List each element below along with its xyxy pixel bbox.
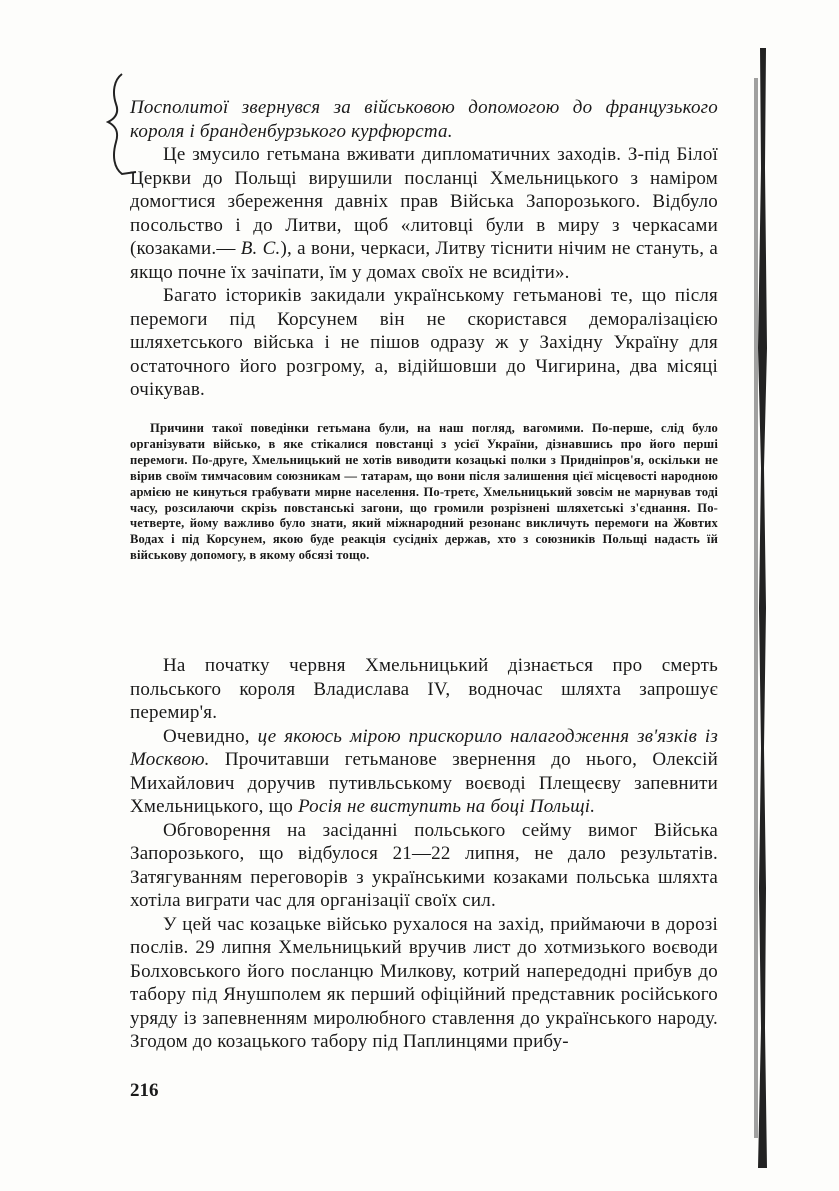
paragraph-2-initials: В. С. <box>240 238 281 259</box>
paragraph-6-text: Обговорення на засіданні польського сейму вимог Війська Запорозького, що відбулося 21—22 липня, не дало результатів. Затягуванням переговорів з українськими козаками польська шляхта хотіла виграти час для організації своїх сил. <box>130 819 718 911</box>
paragraph-2-text-b: ), а вони, черкаси, Литву тіснити нічим не стануть, а якщо почне їх зачіпати, їм у домах своїх не всидіти». <box>130 238 719 283</box>
paragraph-5-text-a: Очевидно, <box>163 725 258 747</box>
small-print-paragraph: Причини такої поведінки гетьмана були, на наш погляд, вагомими. По-перше, слід було організувати військо, в яке стікалися повстанці з усієї України, дізнавшись про його перші перемоги. По-друге, Хмельницький не хотів виводити козацькі полки з Придніпров'я, оскільки не вірив своїм тимчасовим союзникам — татарам, що вони після залишення цієї місцевості народною армією не кинуться грабувати мирне населення. По-третє, Хмельницький зовсім не марнував тоді часу, розсилаючи скрізь повстанські загони, що громили розрізнені шляхетські з'єднання. По-четверте, йому важливо було знати, який міжнародний резонанс викличуть перемоги на Жовтих Водах і під Корсунем, якою буде реакція сусідніх держав, хто з союзників Польщі надасть їй військову допомогу, в якому обсязі тощо. <box>130 421 718 563</box>
scan-edge-shadow <box>752 48 770 1168</box>
paragraph-2 <box>130 143 718 284</box>
top-paragraphs <box>130 96 718 402</box>
small-print-block <box>130 421 718 564</box>
paragraph-5-italic-b: Росія не виступить на боці Польщі. <box>298 796 596 817</box>
paragraph-7 <box>130 913 718 1054</box>
paragraph-1-text: Посполитої звернувся за військовою допомогою до французького короля і бранденбурзького курфюрста. <box>130 97 718 142</box>
paragraph-2-text-a: Це змусило гетьмана вживати дипломатичних заходів. З-під Білої Церкви до Польщі вирушили посланці Хмельницького з наміром домогтися збереження давніх прав Війська Запорозького. Відбуло посольство і до Литви, щоб «литовці були в миру з черкасами (козаками.— <box>130 144 718 259</box>
paragraph-3-text: Багато істориків закидали українському гетьманові те, що після перемоги під Корсунем він не скористався деморалізацією шляхетського війська і не пішов одразу ж у Західну Україну для остаточного його розгрому, а, відійшовши до Чигирина, два місяці очікував. <box>130 285 718 400</box>
paragraph-4 <box>130 654 718 725</box>
paragraph-4-text: На початку червня Хмельницький дізнається про смерть польського короля Владислава IV, водночас шляхта запрошує перемир'я. <box>130 655 718 723</box>
paragraph-5-text-b: Прочитавши гетьманове звернення до нього, Олексій Михайлович доручив путивльському воєводі Плещеєву запевнити Хмельницького, що <box>130 749 718 817</box>
paragraph-5-italic-a: це якоюсь мірою прискорило налагодження зв'язків із Москвою. <box>130 725 718 770</box>
page-number: 216 <box>130 1080 159 1101</box>
paragraph-6 <box>130 819 718 913</box>
paragraph-5 <box>130 725 718 819</box>
paragraph-1 <box>130 96 718 143</box>
bottom-paragraphs <box>130 654 718 1054</box>
paragraph-3 <box>130 284 718 402</box>
paragraph-7-text: У цей час козацьке військо рухалося на захід, приймаючи в дорозі послів. 29 липня Хмельницький вручив лист до хотмизького воєводи Болховського його посланцю Милкову, котрий напередодні прибув до табору під Янушполем як перший офіційний представник російського уряду із запевненням миролюбного ставлення до українського народу. Згодом до козацького табору під Паплинцями прибу- <box>130 913 718 1052</box>
